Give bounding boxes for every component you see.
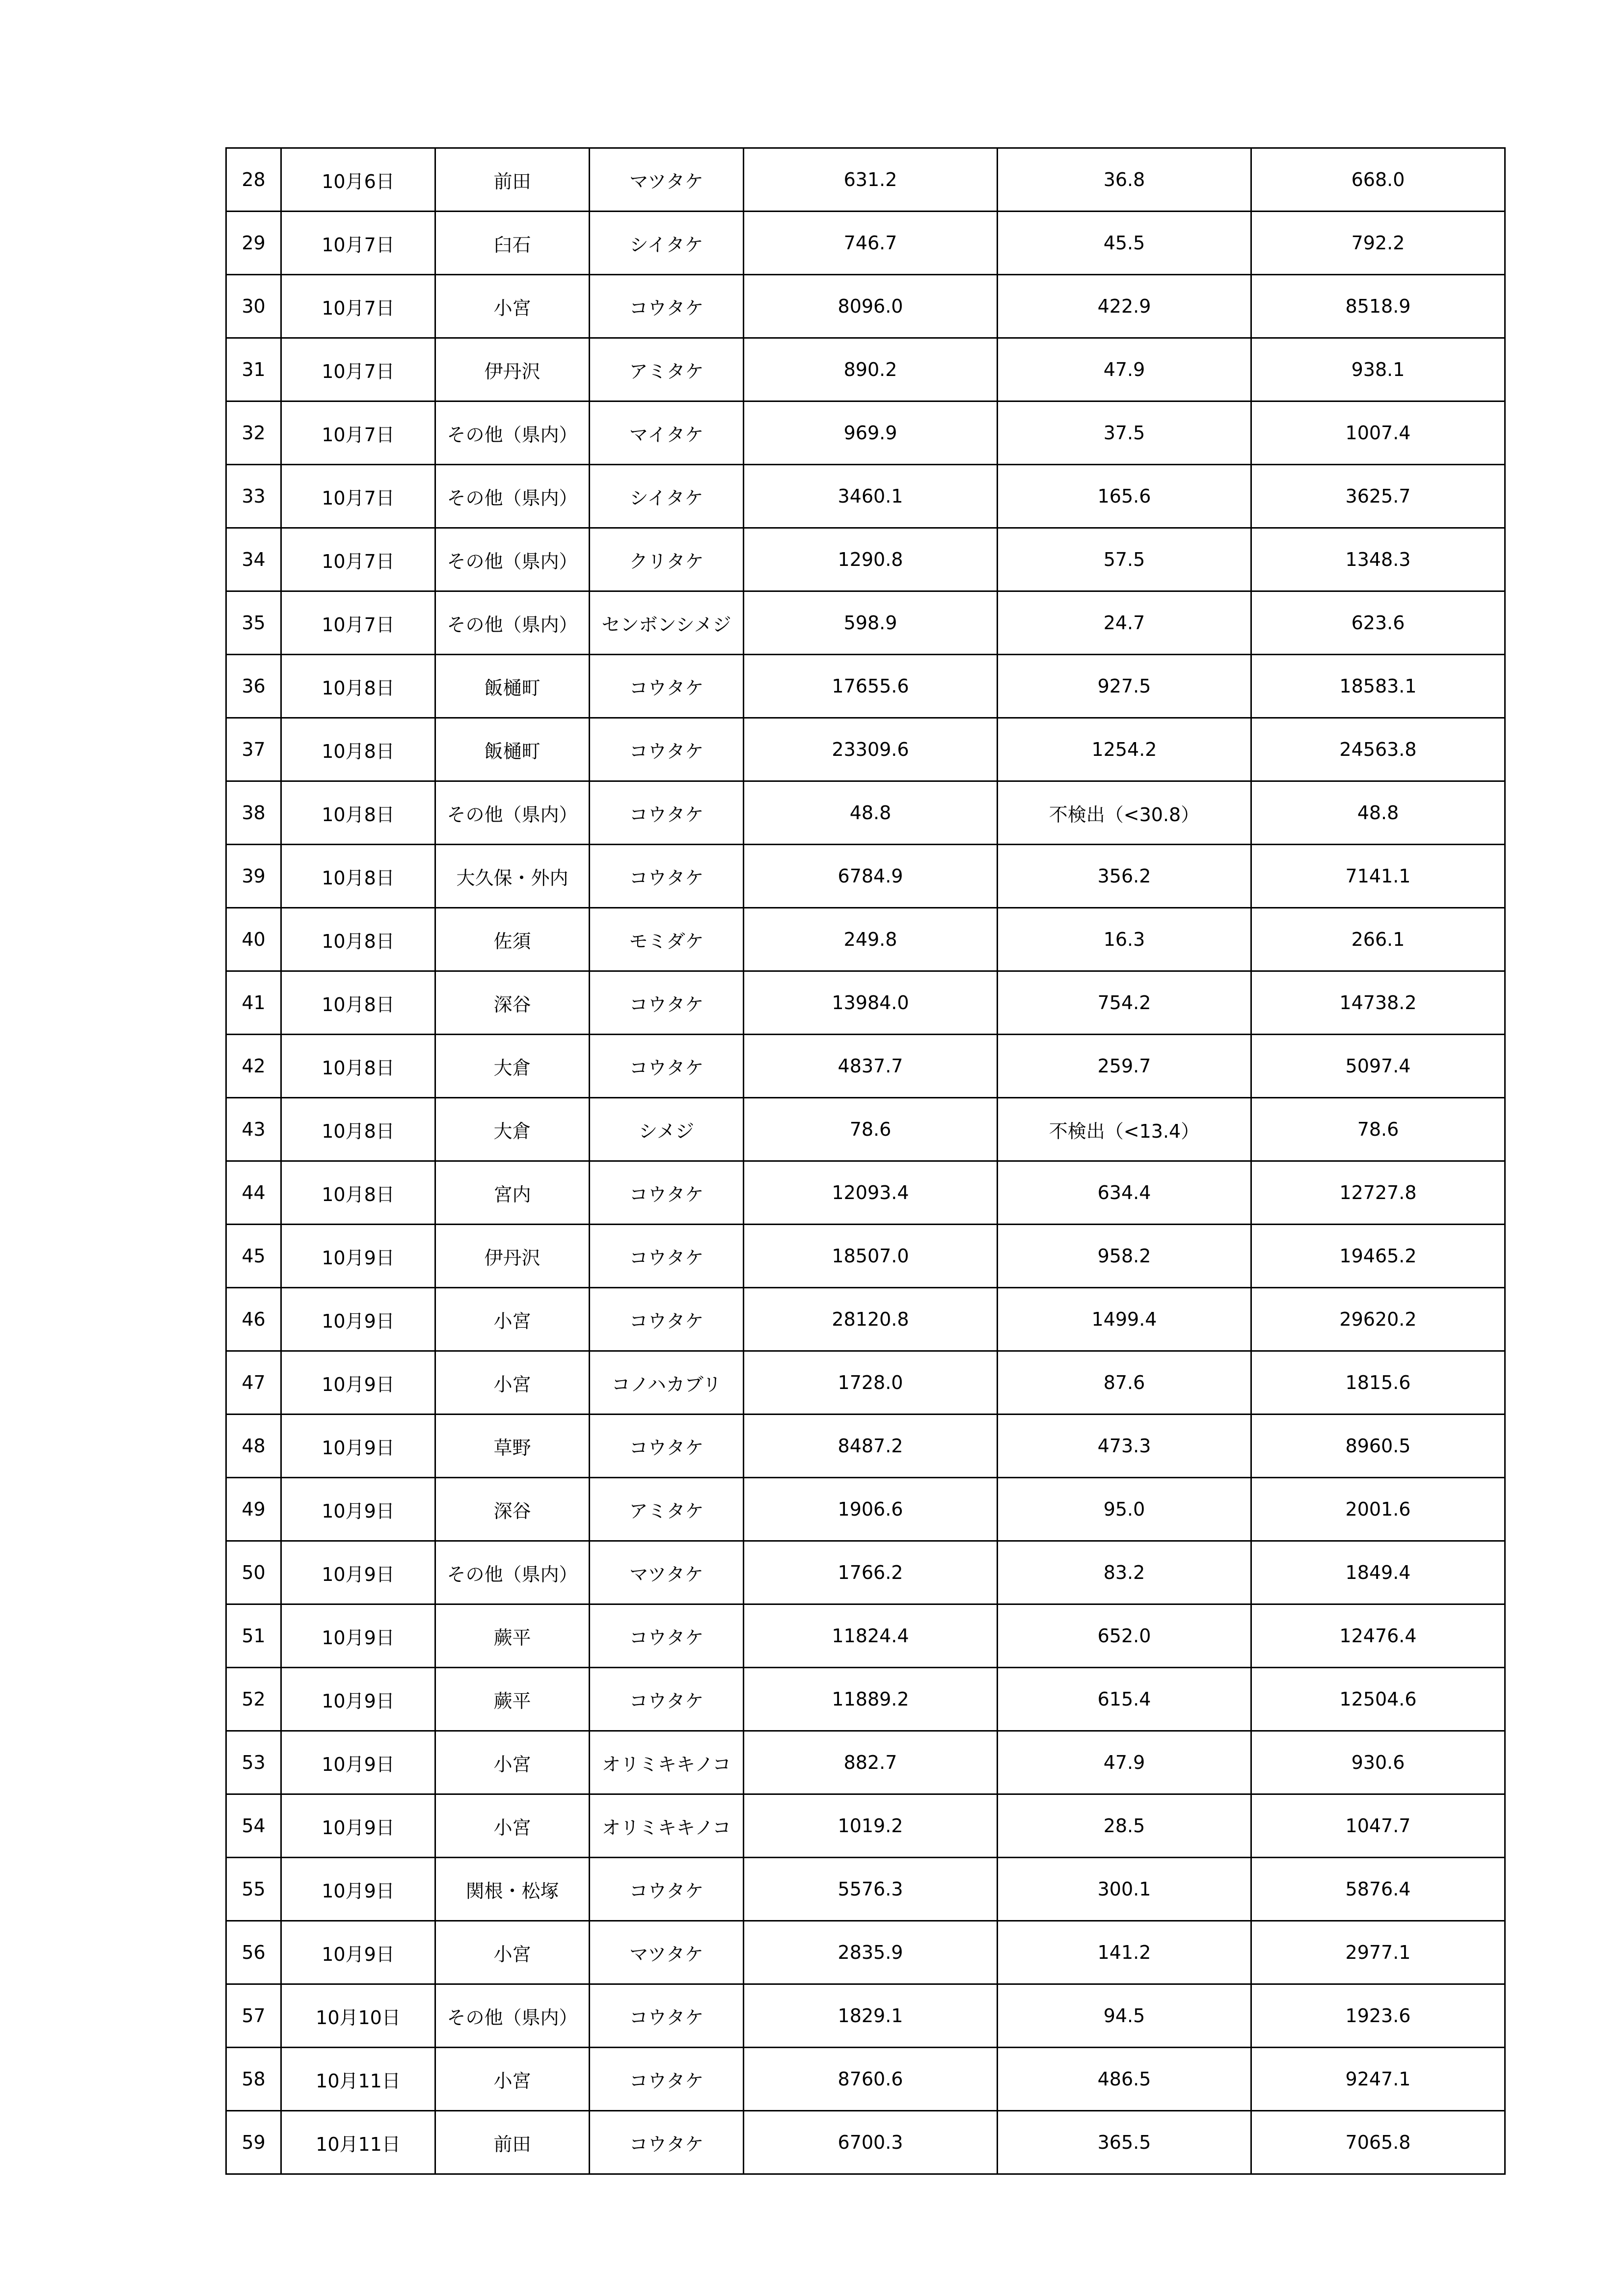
row-number-cell: 38 xyxy=(226,781,281,845)
date-cell: 10月8日 xyxy=(281,1161,435,1225)
date-cell: 10月7日 xyxy=(281,528,435,591)
value-1-cell: 8096.0 xyxy=(744,275,998,338)
area-cell: 前田 xyxy=(435,2111,590,2174)
table-row xyxy=(226,845,1505,908)
date-cell: 10月6日 xyxy=(281,148,435,212)
area-cell: 小宮 xyxy=(435,1731,590,1794)
total-cell: 7065.8 xyxy=(1251,2111,1505,2174)
total-cell: 1007.4 xyxy=(1251,401,1505,465)
species-cell: コウタケ xyxy=(590,781,744,845)
total-cell: 1849.4 xyxy=(1251,1541,1505,1604)
area-cell: その他（県内） xyxy=(435,528,590,591)
total-cell: 2001.6 xyxy=(1251,1478,1505,1541)
species-cell: モミダケ xyxy=(590,908,744,971)
total-cell: 48.8 xyxy=(1251,781,1505,845)
row-number-cell: 46 xyxy=(226,1288,281,1351)
species-cell: アミタケ xyxy=(590,338,744,401)
total-cell: 1923.6 xyxy=(1251,1984,1505,2048)
table-row xyxy=(226,338,1505,401)
table-row xyxy=(226,1794,1505,1858)
value-1-cell: 17655.6 xyxy=(744,655,998,718)
species-cell: コウタケ xyxy=(590,971,744,1035)
table-row xyxy=(226,401,1505,465)
total-cell: 1815.6 xyxy=(1251,1351,1505,1415)
value-1-cell: 11824.4 xyxy=(744,1604,998,1668)
total-cell: 19465.2 xyxy=(1251,1225,1505,1288)
table-row xyxy=(226,1984,1505,2048)
date-cell: 10月10日 xyxy=(281,1984,435,2048)
species-cell: マイタケ xyxy=(590,401,744,465)
value-1-cell: 598.9 xyxy=(744,591,998,655)
value-1-cell: 78.6 xyxy=(744,1098,998,1161)
total-cell: 792.2 xyxy=(1251,212,1505,275)
table-row xyxy=(226,1351,1505,1415)
area-cell: その他（県内） xyxy=(435,1541,590,1604)
area-cell: 草野 xyxy=(435,1415,590,1478)
area-cell: 佐須 xyxy=(435,908,590,971)
table-row xyxy=(226,1161,1505,1225)
value-2-cell: 47.9 xyxy=(998,1731,1251,1794)
total-cell: 8960.5 xyxy=(1251,1415,1505,1478)
value-1-cell: 48.8 xyxy=(744,781,998,845)
area-cell: 深谷 xyxy=(435,1478,590,1541)
value-2-cell: 不検出（<30.8） xyxy=(998,781,1251,845)
date-cell: 10月9日 xyxy=(281,1351,435,1415)
species-cell: コウタケ xyxy=(590,1161,744,1225)
value-2-cell: 1499.4 xyxy=(998,1288,1251,1351)
species-cell: コノハカブリ xyxy=(590,1351,744,1415)
total-cell: 3625.7 xyxy=(1251,465,1505,528)
value-2-cell: 87.6 xyxy=(998,1351,1251,1415)
total-cell: 14738.2 xyxy=(1251,971,1505,1035)
value-1-cell: 969.9 xyxy=(744,401,998,465)
date-cell: 10月9日 xyxy=(281,1731,435,1794)
area-cell: その他（県内） xyxy=(435,401,590,465)
value-2-cell: 94.5 xyxy=(998,1984,1251,2048)
date-cell: 10月8日 xyxy=(281,718,435,781)
row-number-cell: 30 xyxy=(226,275,281,338)
row-number-cell: 29 xyxy=(226,212,281,275)
area-cell: 小宮 xyxy=(435,1288,590,1351)
table-row xyxy=(226,1225,1505,1288)
species-cell: コウタケ xyxy=(590,2048,744,2111)
value-2-cell: 95.0 xyxy=(998,1478,1251,1541)
area-cell: 大倉 xyxy=(435,1035,590,1098)
value-1-cell: 6784.9 xyxy=(744,845,998,908)
value-2-cell: 634.4 xyxy=(998,1161,1251,1225)
row-number-cell: 59 xyxy=(226,2111,281,2174)
date-cell: 10月7日 xyxy=(281,401,435,465)
value-1-cell: 5576.3 xyxy=(744,1858,998,1921)
row-number-cell: 48 xyxy=(226,1415,281,1478)
species-cell: コウタケ xyxy=(590,1604,744,1668)
date-cell: 10月7日 xyxy=(281,591,435,655)
area-cell: 伊丹沢 xyxy=(435,338,590,401)
species-cell: オリミキキノコ xyxy=(590,1794,744,1858)
value-2-cell: 16.3 xyxy=(998,908,1251,971)
value-2-cell: 365.5 xyxy=(998,2111,1251,2174)
table-row xyxy=(226,1415,1505,1478)
inspection-results-table xyxy=(225,147,1506,2175)
species-cell: コウタケ xyxy=(590,2111,744,2174)
table-row xyxy=(226,908,1505,971)
row-number-cell: 57 xyxy=(226,1984,281,2048)
row-number-cell: 45 xyxy=(226,1225,281,1288)
area-cell: 蕨平 xyxy=(435,1668,590,1731)
value-1-cell: 1019.2 xyxy=(744,1794,998,1858)
row-number-cell: 40 xyxy=(226,908,281,971)
area-cell: 伊丹沢 xyxy=(435,1225,590,1288)
species-cell: シメジ xyxy=(590,1098,744,1161)
area-cell: 関根・松塚 xyxy=(435,1858,590,1921)
row-number-cell: 35 xyxy=(226,591,281,655)
date-cell: 10月8日 xyxy=(281,971,435,1035)
value-2-cell: 1254.2 xyxy=(998,718,1251,781)
area-cell: 小宮 xyxy=(435,1351,590,1415)
value-1-cell: 249.8 xyxy=(744,908,998,971)
species-cell: アミタケ xyxy=(590,1478,744,1541)
date-cell: 10月9日 xyxy=(281,1288,435,1351)
species-cell: オリミキキノコ xyxy=(590,1731,744,1794)
value-2-cell: 356.2 xyxy=(998,845,1251,908)
row-number-cell: 28 xyxy=(226,148,281,212)
value-2-cell: 754.2 xyxy=(998,971,1251,1035)
table-row xyxy=(226,1288,1505,1351)
value-2-cell: 47.9 xyxy=(998,338,1251,401)
table-row xyxy=(226,1478,1505,1541)
value-1-cell: 13984.0 xyxy=(744,971,998,1035)
value-1-cell: 8487.2 xyxy=(744,1415,998,1478)
area-cell: 宮内 xyxy=(435,1161,590,1225)
species-cell: コウタケ xyxy=(590,1415,744,1478)
area-cell: その他（県内） xyxy=(435,1984,590,2048)
total-cell: 1348.3 xyxy=(1251,528,1505,591)
total-cell: 24563.8 xyxy=(1251,718,1505,781)
total-cell: 5097.4 xyxy=(1251,1035,1505,1098)
value-2-cell: 36.8 xyxy=(998,148,1251,212)
area-cell: その他（県内） xyxy=(435,781,590,845)
table-row xyxy=(226,1921,1505,1984)
value-1-cell: 1906.6 xyxy=(744,1478,998,1541)
area-cell: 小宮 xyxy=(435,1794,590,1858)
total-cell: 5876.4 xyxy=(1251,1858,1505,1921)
total-cell: 930.6 xyxy=(1251,1731,1505,1794)
table-row xyxy=(226,2111,1505,2174)
value-2-cell: 165.6 xyxy=(998,465,1251,528)
value-1-cell: 746.7 xyxy=(744,212,998,275)
area-cell: 蕨平 xyxy=(435,1604,590,1668)
row-number-cell: 37 xyxy=(226,718,281,781)
area-cell: 飯樋町 xyxy=(435,718,590,781)
value-2-cell: 45.5 xyxy=(998,212,1251,275)
table-row xyxy=(226,781,1505,845)
date-cell: 10月9日 xyxy=(281,1541,435,1604)
total-cell: 8518.9 xyxy=(1251,275,1505,338)
value-2-cell: 24.7 xyxy=(998,591,1251,655)
area-cell: 小宮 xyxy=(435,1921,590,1984)
table-row xyxy=(226,971,1505,1035)
row-number-cell: 39 xyxy=(226,845,281,908)
date-cell: 10月8日 xyxy=(281,1035,435,1098)
species-cell: コウタケ xyxy=(590,1668,744,1731)
area-cell: その他（県内） xyxy=(435,465,590,528)
table-row xyxy=(226,591,1505,655)
area-cell: その他（県内） xyxy=(435,591,590,655)
date-cell: 10月9日 xyxy=(281,1921,435,1984)
value-1-cell: 3460.1 xyxy=(744,465,998,528)
value-2-cell: 652.0 xyxy=(998,1604,1251,1668)
species-cell: シイタケ xyxy=(590,212,744,275)
date-cell: 10月7日 xyxy=(281,275,435,338)
value-2-cell: 927.5 xyxy=(998,655,1251,718)
total-cell: 12476.4 xyxy=(1251,1604,1505,1668)
value-1-cell: 28120.8 xyxy=(744,1288,998,1351)
total-cell: 7141.1 xyxy=(1251,845,1505,908)
species-cell: コウタケ xyxy=(590,1035,744,1098)
species-cell: コウタケ xyxy=(590,1858,744,1921)
row-number-cell: 44 xyxy=(226,1161,281,1225)
total-cell: 29620.2 xyxy=(1251,1288,1505,1351)
table-row xyxy=(226,718,1505,781)
value-1-cell: 890.2 xyxy=(744,338,998,401)
value-2-cell: 141.2 xyxy=(998,1921,1251,1984)
table-row xyxy=(226,1668,1505,1731)
date-cell: 10月9日 xyxy=(281,1668,435,1731)
date-cell: 10月9日 xyxy=(281,1794,435,1858)
row-number-cell: 50 xyxy=(226,1541,281,1604)
value-2-cell: 不検出（<13.4） xyxy=(998,1098,1251,1161)
table-row xyxy=(226,528,1505,591)
table-row xyxy=(226,2048,1505,2111)
species-cell: マツタケ xyxy=(590,1921,744,1984)
date-cell: 10月7日 xyxy=(281,212,435,275)
table-row xyxy=(226,275,1505,338)
table-row xyxy=(226,212,1505,275)
species-cell: シイタケ xyxy=(590,465,744,528)
value-2-cell: 37.5 xyxy=(998,401,1251,465)
date-cell: 10月9日 xyxy=(281,1415,435,1478)
date-cell: 10月7日 xyxy=(281,465,435,528)
total-cell: 2977.1 xyxy=(1251,1921,1505,1984)
total-cell: 623.6 xyxy=(1251,591,1505,655)
table-row xyxy=(226,1731,1505,1794)
value-2-cell: 486.5 xyxy=(998,2048,1251,2111)
row-number-cell: 34 xyxy=(226,528,281,591)
value-1-cell: 23309.6 xyxy=(744,718,998,781)
value-1-cell: 8760.6 xyxy=(744,2048,998,2111)
area-cell: 臼石 xyxy=(435,212,590,275)
row-number-cell: 33 xyxy=(226,465,281,528)
date-cell: 10月8日 xyxy=(281,655,435,718)
value-2-cell: 615.4 xyxy=(998,1668,1251,1731)
value-1-cell: 12093.4 xyxy=(744,1161,998,1225)
species-cell: コウタケ xyxy=(590,1288,744,1351)
total-cell: 938.1 xyxy=(1251,338,1505,401)
value-1-cell: 18507.0 xyxy=(744,1225,998,1288)
table-row xyxy=(226,1858,1505,1921)
row-number-cell: 42 xyxy=(226,1035,281,1098)
date-cell: 10月8日 xyxy=(281,845,435,908)
row-number-cell: 36 xyxy=(226,655,281,718)
row-number-cell: 56 xyxy=(226,1921,281,1984)
table-row xyxy=(226,655,1505,718)
row-number-cell: 51 xyxy=(226,1604,281,1668)
total-cell: 1047.7 xyxy=(1251,1794,1505,1858)
date-cell: 10月11日 xyxy=(281,2111,435,2174)
value-1-cell: 882.7 xyxy=(744,1731,998,1794)
area-cell: 深谷 xyxy=(435,971,590,1035)
row-number-cell: 41 xyxy=(226,971,281,1035)
total-cell: 9247.1 xyxy=(1251,2048,1505,2111)
area-cell: 小宮 xyxy=(435,275,590,338)
date-cell: 10月8日 xyxy=(281,908,435,971)
value-2-cell: 473.3 xyxy=(998,1415,1251,1478)
value-2-cell: 83.2 xyxy=(998,1541,1251,1604)
total-cell: 12727.8 xyxy=(1251,1161,1505,1225)
area-cell: 大倉 xyxy=(435,1098,590,1161)
value-1-cell: 11889.2 xyxy=(744,1668,998,1731)
row-number-cell: 47 xyxy=(226,1351,281,1415)
value-1-cell: 1829.1 xyxy=(744,1984,998,2048)
date-cell: 10月8日 xyxy=(281,781,435,845)
row-number-cell: 53 xyxy=(226,1731,281,1794)
date-cell: 10月7日 xyxy=(281,338,435,401)
date-cell: 10月9日 xyxy=(281,1858,435,1921)
date-cell: 10月8日 xyxy=(281,1098,435,1161)
value-1-cell: 2835.9 xyxy=(744,1921,998,1984)
row-number-cell: 58 xyxy=(226,2048,281,2111)
species-cell: コウタケ xyxy=(590,718,744,781)
value-1-cell: 1728.0 xyxy=(744,1351,998,1415)
table-row xyxy=(226,148,1505,212)
value-2-cell: 300.1 xyxy=(998,1858,1251,1921)
area-cell: 飯樋町 xyxy=(435,655,590,718)
row-number-cell: 31 xyxy=(226,338,281,401)
date-cell: 10月9日 xyxy=(281,1225,435,1288)
species-cell: コウタケ xyxy=(590,275,744,338)
table-body xyxy=(226,148,1505,2174)
species-cell: センボンシメジ xyxy=(590,591,744,655)
value-2-cell: 28.5 xyxy=(998,1794,1251,1858)
table-row xyxy=(226,1098,1505,1161)
value-1-cell: 1290.8 xyxy=(744,528,998,591)
value-2-cell: 259.7 xyxy=(998,1035,1251,1098)
row-number-cell: 49 xyxy=(226,1478,281,1541)
row-number-cell: 32 xyxy=(226,401,281,465)
value-1-cell: 4837.7 xyxy=(744,1035,998,1098)
species-cell: マツタケ xyxy=(590,1541,744,1604)
species-cell: マツタケ xyxy=(590,148,744,212)
species-cell: コウタケ xyxy=(590,845,744,908)
row-number-cell: 43 xyxy=(226,1098,281,1161)
row-number-cell: 52 xyxy=(226,1668,281,1731)
total-cell: 18583.1 xyxy=(1251,655,1505,718)
value-1-cell: 6700.3 xyxy=(744,2111,998,2174)
total-cell: 266.1 xyxy=(1251,908,1505,971)
species-cell: クリタケ xyxy=(590,528,744,591)
value-2-cell: 422.9 xyxy=(998,275,1251,338)
species-cell: コウタケ xyxy=(590,1225,744,1288)
species-cell: コウタケ xyxy=(590,1984,744,2048)
table-row xyxy=(226,1035,1505,1098)
value-1-cell: 1766.2 xyxy=(744,1541,998,1604)
area-cell: 小宮 xyxy=(435,2048,590,2111)
value-2-cell: 958.2 xyxy=(998,1225,1251,1288)
table-row xyxy=(226,1604,1505,1668)
row-number-cell: 55 xyxy=(226,1858,281,1921)
value-1-cell: 631.2 xyxy=(744,148,998,212)
table-row xyxy=(226,1541,1505,1604)
date-cell: 10月9日 xyxy=(281,1478,435,1541)
table-row xyxy=(226,465,1505,528)
value-2-cell: 57.5 xyxy=(998,528,1251,591)
total-cell: 12504.6 xyxy=(1251,1668,1505,1731)
row-number-cell: 54 xyxy=(226,1794,281,1858)
date-cell: 10月11日 xyxy=(281,2048,435,2111)
date-cell: 10月9日 xyxy=(281,1604,435,1668)
area-cell: 前田 xyxy=(435,148,590,212)
total-cell: 78.6 xyxy=(1251,1098,1505,1161)
area-cell: 大久保・外内 xyxy=(435,845,590,908)
total-cell: 668.0 xyxy=(1251,148,1505,212)
species-cell: コウタケ xyxy=(590,655,744,718)
